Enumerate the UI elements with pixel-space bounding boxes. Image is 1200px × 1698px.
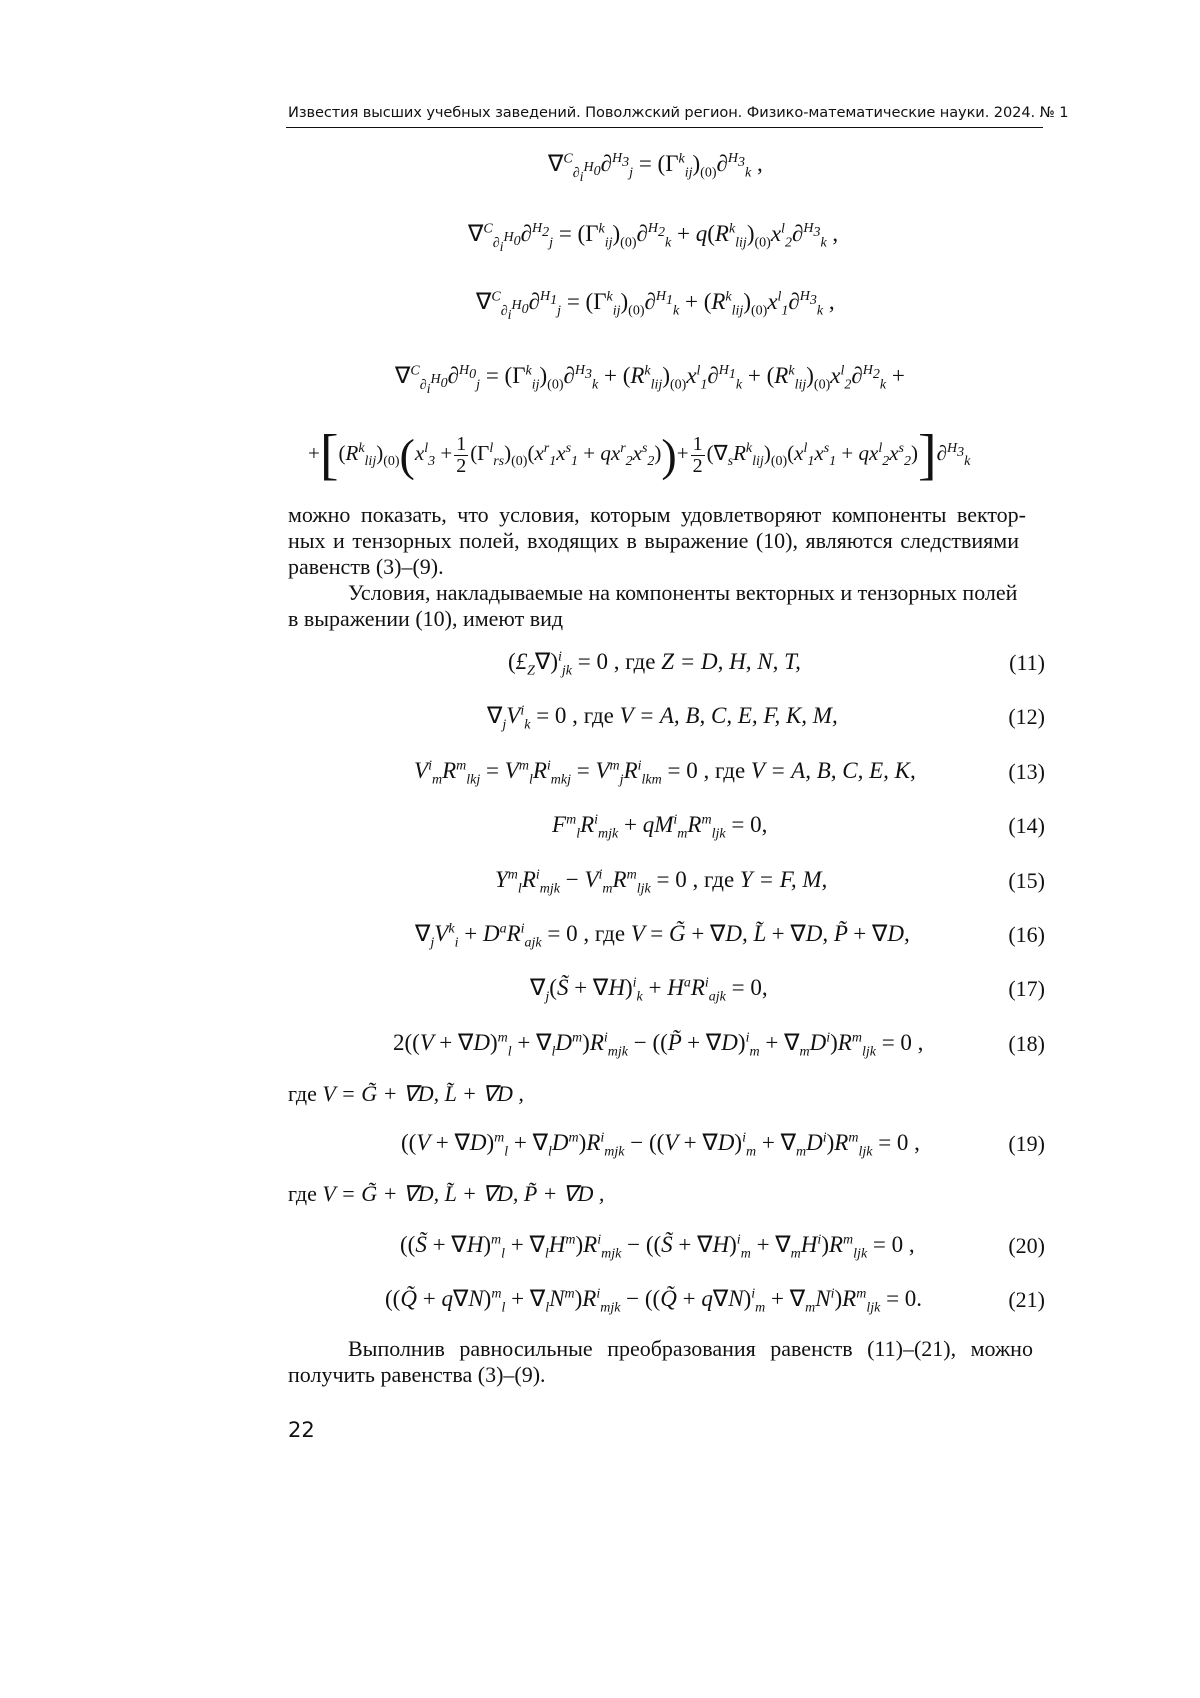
equation-16: $\nabla_jV^k_i + D^aR^i_{ajk} = 0$ , где V = G̃ + ∇D, L̃ + ∇D, P̃ + ∇D, — [415, 921, 910, 951]
equation-number-19: (19) — [1008, 1131, 1045, 1156]
page-number: 22 — [288, 1418, 315, 1442]
equation-14: $F^m_lR^i_{mjk} + qM^i_mR^m_{ljk} = 0$, — [552, 812, 768, 842]
where-line-19: где V = G̃ + ∇D, L̃ + ∇D, P̃ + ∇D , — [288, 1181, 605, 1206]
paragraph-2-line-1: Условия, накладываемые на компоненты векторных и тензорных полей — [348, 580, 1018, 605]
equation-number-17: (17) — [1008, 976, 1045, 1001]
equation-number-13: (13) — [1008, 759, 1045, 784]
equation-13: $V^i_mR^m_{lkj} = V^m_lR^i_{mkj} = V^m_jR^i_{lkm} = 0$ , где V = A, B, C, E, K, — [414, 758, 916, 788]
equation-11: $(£_Z\nabla)^i_{jk} = 0$ , где Z = D, H, N, T, — [508, 649, 801, 679]
running-header: Известия высших учебных заведений. Поволжский регион. Физико-математические науки. 2024. № 1 — [288, 104, 1069, 121]
where-line-18: где V = G̃ + ∇D, L̃ + ∇D , — [288, 1081, 524, 1106]
paragraph-2-line-2: в выражении (10), имеют вид — [288, 606, 564, 631]
paragraph-3-line-2: получить равенства (3)–(9). — [288, 1362, 546, 1387]
paragraph-2 — [288, 580, 1043, 632]
equation-line-1: $\nabla^C_{\partial_i^{H_0}}\partial^{H_3}_j = (\Gamma^k_{ij})_{(0)}\partial^{H_3}_k$ , — [548, 151, 763, 185]
paragraph-1-line-1: можно показать, что условия, которым удовлетворяют компоненты вектор- — [288, 502, 1027, 527]
equation-17: $\nabla_j(S̃ + \nabla H)^i_k + H^aR^i_{ajk} = 0$, — [530, 975, 768, 1005]
equation-number-12: (12) — [1008, 704, 1045, 729]
header-divider — [286, 127, 1043, 128]
equation-number-11: (11) — [1009, 650, 1045, 675]
equation-12: $\nabla_jV^i_k = 0$ , где V = A, B, C, E, F, K, M, — [487, 703, 838, 733]
equation-20: ((S̃ + $\nabla H)^m_l + \nabla_lH^m)R^i_{mjk}$ − ((S̃ + $\nabla H)^i_m + \nabla_mH^i)R^m_{ljk} = 0$ , — [400, 1232, 915, 1262]
paragraph-3 — [288, 1336, 1043, 1388]
equation-line-3: $\nabla^C_{\partial_i^{H_0}}\partial^{H_1}_j = (\Gamma^k_{ij})_{(0)}\partial^{H_1}_k + (R^k_{lij})_{(0)}x^l_1\partial^{H_3}_k$ , — [476, 289, 835, 323]
paragraph-1-line-2: ных и тензорных полей, входящих в выражение (10), являются следствиями — [288, 528, 1019, 553]
equation-19: $((V + \nabla D)^m_l + \nabla_lD^m)R^i_{mjk} - ((V + \nabla D)^i_m + \nabla_mD^i)R^m_{ljk} = 0$ , — [401, 1130, 920, 1160]
equation-21: ((Q̃ + $q\nabla N)^m_l + \nabla_lN^m)R^i_{mjk}$ − ((Q̃ + $q\nabla N)^i_m + \nabla_mN^i)R^m_{ljk} = 0$. — [385, 1286, 923, 1316]
equation-number-21: (21) — [1008, 1287, 1045, 1312]
equation-number-14: (14) — [1008, 813, 1045, 838]
paragraph-1 — [288, 502, 1043, 580]
equation-number-18: (18) — [1008, 1031, 1045, 1056]
equation-number-20: (20) — [1008, 1233, 1045, 1258]
equation-line-5: $+[(R^k_{lij})_{(0)}(x^l_3$ + $\frac{1}{2}$ $(\Gamma^l_{rs})_{(0)}(x^r_1x^s_1 + qx^r_2x^s_2))+$ $\frac{1}{2}$ $(\nabla_sR^k_{lij})_{(0)}(x^l_1x^s_1 + qx^l_2x^s_2)]\partial^{H_3}_k$ — [308, 424, 971, 486]
paragraph-3-line-1: Выполнив равносильные преобразования равенств (11)–(21), можно — [348, 1336, 1033, 1361]
equation-line-2: $\nabla^C_{\partial_i^{H_0}}\partial^{H_2}_j = (\Gamma^k_{ij})_{(0)}\partial^{H_2}_k + q(R^k_{lij})_{(0)}x^l_2\partial^{H_3}_k$ , — [468, 221, 839, 255]
equation-15: $Y^m_lR^i_{mjk} - V^i_mR^m_{ljk} = 0$ , где Y = F, M, — [495, 867, 828, 897]
equation-number-16: (16) — [1008, 922, 1045, 947]
equation-18: $2((V + \nabla D)^m_l + \nabla_lD^m)R^i_{mjk}$ − ((P̃ + $\nabla D)^i_m + \nabla_mD^i)R^m_{ljk} = 0$ , — [393, 1030, 924, 1060]
equation-number-15: (15) — [1008, 868, 1045, 893]
equation-line-4: $\nabla^C_{\partial_i^{H_0}}\partial^{H_0}_j = (\Gamma^k_{ij})_{(0)}\partial^{H_3}_k + (R^k_{lij})_{(0)}x^l_1\partial^{H_1}_k + (R^k_{lij})_{(0)}x^l_2\partial^{H_2}_k$ + — [395, 363, 905, 397]
paragraph-1-line-3: равенств (3)–(9). — [288, 554, 444, 579]
